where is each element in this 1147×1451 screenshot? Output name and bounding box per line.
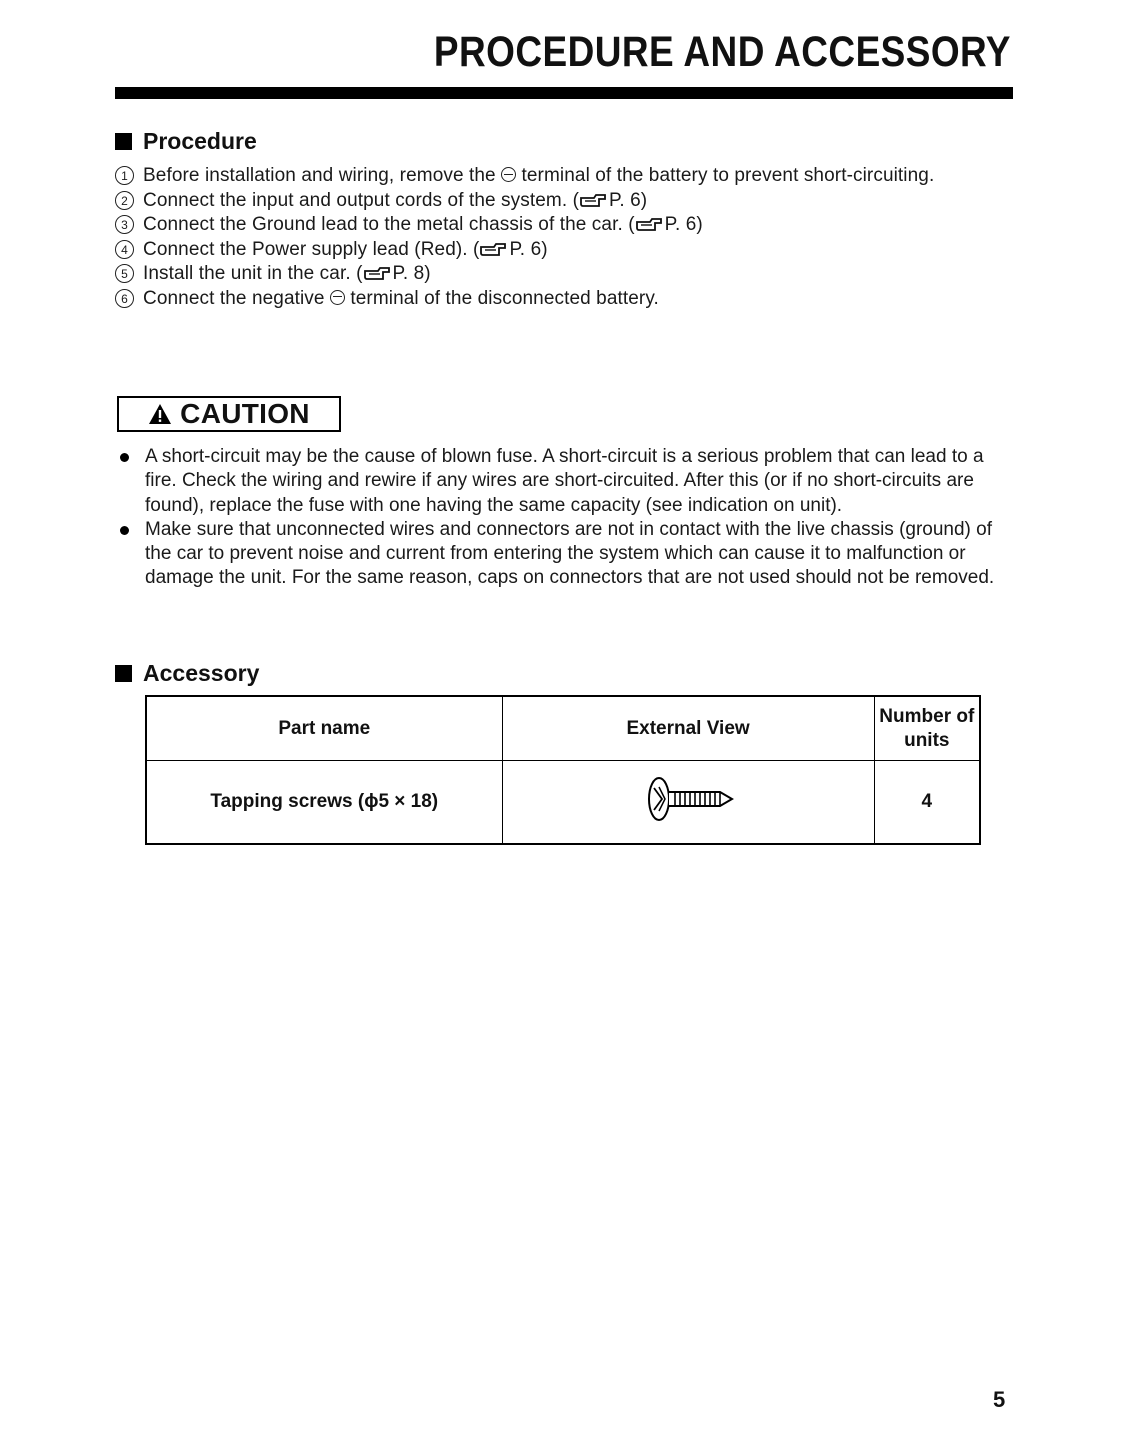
pointing-hand-icon [636, 218, 662, 232]
procedure-step: 3 Connect the Ground lead to the metal chassis of the car. ( P. 6) [115, 213, 1015, 238]
external-view-cell [502, 761, 874, 845]
pointing-hand-icon [580, 194, 606, 208]
circled-number-2-icon: 2 [115, 191, 134, 210]
page-reference: P. 6) [609, 189, 648, 211]
caution-label: CAUTION [180, 398, 310, 429]
accessory-heading [115, 660, 259, 687]
caution-text: Make sure that unconnected wires and connectors are not in contact with the live chassis (ground) of the car to prevent noise and current from entering the system which can cause it to malfunction or damage the unit. For the same reason, caps on connectors that are not used should not be removed. [145, 518, 995, 589]
step-text: Connect the Power supply lead (Red). [143, 238, 468, 260]
column-header-part-name: Part name [146, 696, 502, 761]
step-text: Before installation and wiring, remove the [143, 165, 496, 186]
procedure-step [115, 287, 1015, 312]
title-rule [115, 87, 1013, 99]
column-header-external-view: External View [502, 696, 874, 761]
caution-item [117, 518, 1007, 591]
step-text: Install the unit in the car. [143, 263, 351, 284]
caution-item [117, 445, 1007, 518]
pointing-hand-icon [480, 243, 506, 257]
accessory-heading-label: Accessory [143, 660, 260, 686]
step-text: terminal of the battery to prevent short-circuiting. [521, 165, 935, 186]
page-reference: P. 6) [509, 238, 548, 260]
pointing-hand-icon [364, 267, 390, 281]
square-bullet-icon [115, 665, 132, 682]
procedure-step [115, 164, 1015, 189]
warning-triangle-icon [148, 403, 172, 425]
page-number: 5 [993, 1387, 1006, 1412]
procedure-step: 2 Connect the input and output cords of the system. ( P. 6) [115, 189, 1015, 214]
caution-box [117, 396, 341, 432]
bullet-icon [120, 526, 129, 535]
screw-icon [642, 773, 734, 825]
procedure-step: 4 Connect the Power supply lead (Red). ( P. 6) [115, 238, 1015, 263]
step-text: Connect the input and output cords of the system. [143, 189, 568, 211]
step-text: terminal of the disconnected battery. [350, 287, 659, 309]
procedure-list [115, 164, 1015, 311]
square-bullet-icon [115, 133, 132, 150]
page-reference: P. 8) [392, 263, 431, 284]
circled-number-3-icon: 3 [115, 215, 134, 234]
part-name-cell: Tapping screws (ϕ5 × 18) [146, 761, 502, 845]
circled-number-5-icon: 5 [115, 264, 134, 283]
bullet-icon [120, 453, 129, 462]
circled-number-6-icon: 6 [115, 289, 134, 308]
procedure-heading-label: Procedure [143, 128, 257, 154]
procedure-heading [115, 128, 257, 155]
caution-text: A short-circuit may be the cause of blown fuse. A short-circuit is a serious problem that can lead to a fire. Check the wiring and rewire if any wires are short-circuited. After this (or if no short-circuits are found), replace the fuse with one having the same capacity (see indication on unit). [145, 446, 984, 516]
page-title: PROCEDURE AND ACCESSORY [434, 28, 1011, 76]
circled-number-1-icon: 1 [115, 166, 134, 185]
caution-list [117, 445, 1007, 591]
table-header-row [146, 696, 980, 761]
step-text: Connect the negative [143, 287, 325, 309]
column-header-number-of-units: Number of units [874, 696, 980, 761]
accessory-table [145, 695, 981, 845]
minus-terminal-icon [501, 167, 516, 182]
table-row [146, 761, 980, 845]
procedure-step: 5 Install the unit in the car. ( P. 8) [115, 262, 1015, 287]
units-cell: 4 [874, 761, 980, 845]
circled-number-4-icon: 4 [115, 240, 134, 259]
page-reference: P. 6) [664, 214, 703, 235]
step-text: Connect the Ground lead to the metal chassis of the car. [143, 214, 623, 235]
minus-terminal-icon [330, 290, 345, 305]
